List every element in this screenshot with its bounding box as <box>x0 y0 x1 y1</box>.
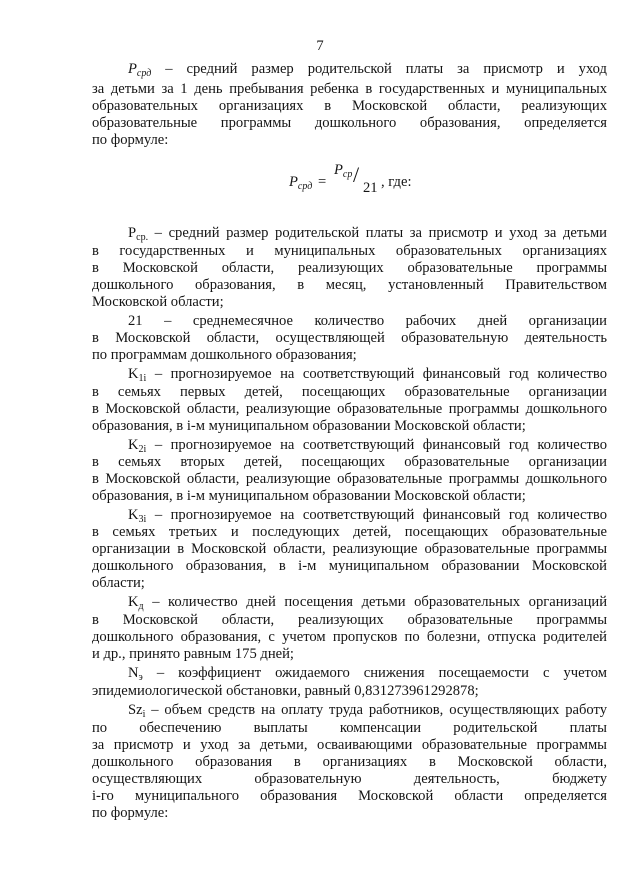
def-k3i-line-3: организации в Московской области, реализующие образовательные программы <box>92 541 607 557</box>
def-k3i-line-5: области; <box>92 575 145 591</box>
def-k1i-line-4: образования, в i-м муниципальном образовании Московской области; <box>92 418 526 434</box>
formula-denominator: 21 <box>363 180 378 196</box>
def-szi-line-3: за присмотр и уход за детьми, осваивающими образовательные программы <box>92 737 607 753</box>
symbol-ne: $N_э$ <box>128 665 143 683</box>
def-k3i-line-1: $K_{3i}$ – прогнозируемое на соответствующий финансовый год количество <box>128 507 607 525</box>
symbol-21: 21 <box>128 313 143 329</box>
def-k1i-line-1: $K_{1i}$ – прогнозируемое на соответствующий финансовый год количество <box>128 366 607 384</box>
def-k2i-line-2: в семьях вторых детей, посещающих образовательные организации <box>92 454 607 470</box>
def-21-line-3: по программам дошкольного образования; <box>92 347 357 363</box>
page-number: 7 <box>316 38 324 54</box>
def-p-sr-line-3: в Московской области, реализующих образовательные программы <box>92 260 607 276</box>
formula-equals: = <box>318 174 327 190</box>
symbol-p-srd: $P_{срд}$ <box>128 61 152 79</box>
symbol-szi: $Sz_i$ <box>128 702 146 720</box>
def-k2i-line-1: $K_{2i}$ – прогнозируемое на соответствующий финансовый год количество <box>128 437 607 455</box>
para1-line-5: по формуле: <box>92 132 169 148</box>
formula-numerator: $P_{ср}$ <box>334 162 353 180</box>
def-p-sr-line-5: Московской области; <box>92 294 224 310</box>
def-k1i-line-3: в Московской области, реализующие образовательные программы дошкольного <box>92 401 607 417</box>
def-k2i-line-3: в Московской области, реализующие образовательные программы дошкольного <box>92 471 607 487</box>
formula-slash: / <box>353 162 360 187</box>
symbol-k1i: $K_{1i}$ <box>128 366 147 384</box>
def-p-sr-line-2: в государственных и муниципальных образовательных организациях <box>92 243 607 259</box>
def-kd-line-4: и др., принято равным 175 дней; <box>92 646 294 662</box>
def-k1i-line-2: в семьях первых детей, посещающих образовательные организации <box>92 384 607 400</box>
def-k3i-line-2: в семьях третьих и последующих детей, посещающих образовательные <box>92 524 607 540</box>
symbol-k3i: $K_{3i}$ <box>128 507 147 525</box>
def-szi-line-4: дошкольного образования в организациях в Московской области, <box>92 754 607 770</box>
def-21-line-2: в Московской области, осуществляющей образовательную деятельность <box>92 330 607 346</box>
def-p-sr-line-1: $P_{ср.}$ – средний размер родительской платы за присмотр и уход за детьми <box>128 225 607 243</box>
formula-lhs: $P_{срд}$ <box>289 174 313 192</box>
def-kd-line-2: в Московской области, реализующих образовательные программы <box>92 612 607 628</box>
para1-line-2: за детьми за 1 день пребывания ребенка в государственных и муниципальных <box>92 81 607 97</box>
para1-line-4: образовательные программы дошкольного образования, определяется <box>92 115 607 131</box>
def-szi-line-2: по обеспечению выплаты компенсации родительской платы <box>92 720 607 736</box>
def-ne-line-2: эпидемиологической обстановки, равный 0,831273961292878; <box>92 683 479 699</box>
def-szi-line-1: $Sz_i$ – объем средств на оплату труда работников, осуществляющих работу <box>128 702 607 720</box>
formula-tail: , где: <box>381 174 412 190</box>
def-szi-line-5: осуществляющих образовательную деятельность, бюджету <box>92 771 607 787</box>
def-szi-line-6: i-го муниципального образования Московской области определяется <box>92 788 607 804</box>
def-k2i-line-4: образования, в i-м муниципальном образовании Московской области; <box>92 488 526 504</box>
formula-p-srd <box>0 160 640 200</box>
para1-line-3: образовательных организациях в Московской области, реализующих <box>92 98 607 114</box>
def-kd-line-1: $K_д$ – количество дней посещения детьми образовательных организаций <box>128 594 607 612</box>
def-szi-line-7: по формуле: <box>92 805 169 821</box>
para1-line-1: $P_{срд}$ – средний размер родительской платы за присмотр и уход <box>128 61 607 79</box>
def-p-sr-line-4: дошкольного образования, в месяц, установленный Правительством <box>92 277 607 293</box>
symbol-kd: $K_д$ <box>128 594 144 612</box>
def-21-line-1: 21 – среднемесячное количество рабочих дней организации <box>128 313 607 329</box>
symbol-k2i: $K_{2i}$ <box>128 437 147 455</box>
def-ne-line-1: $N_э$ – коэффициент ожидаемого снижения посещаемости с учетом <box>128 665 607 683</box>
def-kd-line-3: дошкольного образования, с учетом пропусков по болезни, отпуска родителей <box>92 629 607 645</box>
def-k3i-line-4: дошкольного образования, в i-м муниципальном образовании Московской <box>92 558 607 574</box>
symbol-p-sr: $P_{ср.}$ <box>128 225 149 243</box>
